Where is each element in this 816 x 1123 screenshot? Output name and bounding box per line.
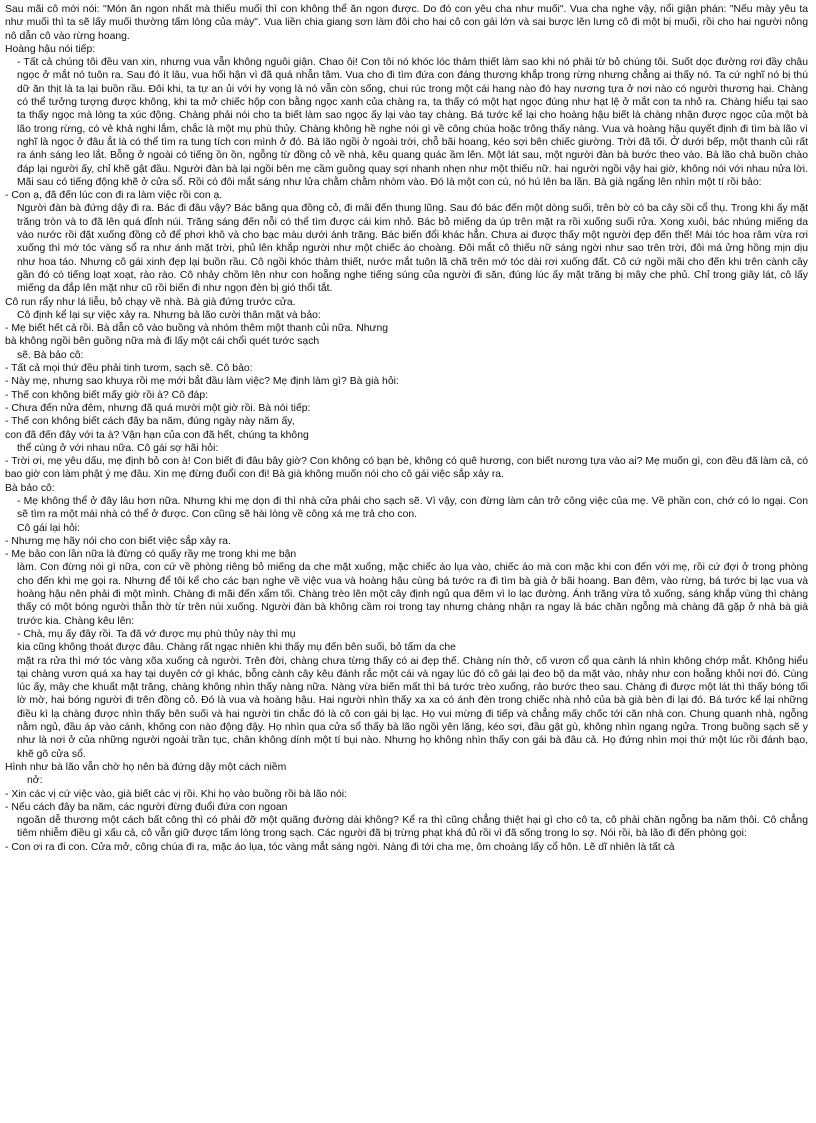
paragraph: - Thế con không biết cách đây ba năm, đúng ngày này năm ấy, [5,416,295,428]
paragraph: nở: [27,775,43,787]
paragraph: sẽ. Bà bảo cô: [17,349,84,361]
paragraph: Cô gái lại hỏi: [17,522,80,534]
paragraph: - Chưa đến nửa đêm, nhưng đã quá mười một giờ rồi. Bà nói tiếp: [5,402,311,414]
paragraph: - Tất cả chúng tôi đều van xin, nhưng vua vẫn không nguôi giận. Chao ôi! Con tôi nó khóc lóc thảm thiết làm sao khi nó phải từ bỏ chúng tôi. Suốt dọc đường rơi đầy châu ngọc ở mắt nó tuôn ra. Sau đó ít lâu, vua hối hận vì đã quá nhẫn tâm. Vua cho đi tìm đứa con đáng thương khắp trong rừng nhưng chẳng ai thấy nó. Ta cứ nghĩ nó bị thú dữ ăn thịt là ta lại buồn rầu. Đôi khi, ta tự an ủi với hy vọng là nó vẫn còn sống, chui rúc trong một cái hang nào đó hay nương tựa ở nơi nào có người thương hại. Chàng có thể tưởng tượng được không, khi ta mở chiếc hộp con bằng ngọc xanh của chàng ra, ta thấy có một hạt ngọc đúng như hạt lệ ở mắt con ta nhỏ ra. Chàng hiểu tại sao ta thấy ngọc mà lòng ta xúc động. Chàng phải nói cho ta biết làm sao ngọc ấy lại vào tay chàng. Bá tước kể lại cho hoàng hậu biết là chàng nhận được ngọc của một bà lão trong rừng, có vẻ khả nghi lắm, chắc là một mụ phù thủy. Chàng không hề nghe nói gì về công chúa hoặc trông thấy nàng. Vua và hoàng hậu quyết định đi tìm bà lão vì nghĩ là ngọc ở đâu ắt là có thể tìm ra tung tích con mình ở đó. Bà lão ngồi ở ngoài trời, chỗ bãi hoang, kéo sợi bên chiếc giường. Trời đã tối. Ở dưới bếp, một thanh củi rất ra ánh sáng leo lắt. Bỗng ở ngoài có tiếng ồn ồn, ngỗng từ đồng cỏ về nhà, kêu quang quác ầm lên. Một lát sau, một người đàn bà bước theo vào. Bà lão chả buồn chào đáp lại người ấy, chỉ khẽ gật đầu. Người đàn bà lại ngồi bên mẹ cầm guồng quay sợi nhanh nhẹn như một thiếu nữ. hai người ngồi vậy hai giờ, không nói với nhau nửa lời. Mãi sau có tiếng động khẽ ở cửa sổ. Rồi có đôi mắt sáng như lửa chằm chằm nhòm vào. Đó là một con cú, nó hú lên ba lần. Bà già ngẩng lên nhìn một tí rồi bảo: [17,57,808,188]
paragraph: - Mẹ biết hết cả rồi. Bà dẫn cô vào buồng và nhóm thêm một thanh củi nữa. Nhưng [5,323,388,335]
paragraph: - Con ạ, đã đến lúc con đi ra làm việc rồi con ạ. [5,190,223,202]
paragraph: - Này mẹ, nhưng sao khuya rồi mẹ mới bắt đầu làm việc? Mẹ định làm gì? Bà già hỏi: [5,376,399,388]
paragraph: ngoãn dễ thương một cách bất công thì có phải đỡ một quãng đường dài không? Kể ra thì cũng chẳng thiệt hại gì cho cô ta, cô phải chăn ngỗng ba năm thôi. Cô chẳng tiêm nhiễm điều gì xấu cả, cô vẫn giữ được tấm lòng trong sạch. Các người đã bị trừng phạt khá đủ rồi vì đã sống trong lo sợ. Nói rồi, bà lão đi đến phòng gọi: [17,815,808,840]
paragraph: Người đàn bà đứng dậy đi ra. Bác đi đâu vậy? Bác băng qua đồng cỏ, đi mãi đến thung lũng. Sau đó bác đến một dòng suối, trên bờ có ba cây sồi cổ thụ. Trong khi ấy mặt trăng tròn và to đã lên quá đỉnh núi. Trăng sáng đến nỗi có thể tìm được cái kim nhỏ. Bác bỏ miếng da úp trên mặt ra rồi xuống suối rửa. Xong xuôi, bác nhúng miếng da vào nước rồi đặt xuống đồng cỏ để phơi khô và cho bạc màu dưới ánh trăng. Bác biến đổi khác hẳn. Chưa ai được thấy một người đẹp đến thế! Mái tóc hoa râm vừa rơi xuống thì mớ tóc vàng sổ ra như ánh mặt trời, phủ lên khắp người như một chiếc áo choàng. Đôi mắt cô thiếu nữ sáng ngời như sao trên trời, đôi má ửng hồng mịn dịu như hoa táo. Nhưng cô gái xinh đẹp lại buồn rầu. Cô ngồi khóc thảm thiết, nước mắt tuôn lã chã trên mớ tóc dài rơi xuống đất. Cô cứ ngồi mãi cho đến khi trên cành cây gần đó có tiếng loạt xoạt, rào rào. Cô nhảy chồm lên như con hoẵng nghe tiếng súng của người đi săn, đúng lúc ấy mặt trăng bị mây che phủ. Chỉ trong giây lát, cô lấy miếng da đắp lên mặt như cũ rồi biến đi như ngọn đèn bị gió thổi tắt. [17,203,808,295]
paragraph: làm. Con đừng nói gì nữa, con cứ về phòng riêng bỏ miếng da che mặt xuống, mặc chiếc áo lụa vào, chiếc áo mà con mặc khi con đến với mẹ, rồi cứ đợi ở trong phòng cho đến khi mẹ gọi ra. Nhưng để tôi kể cho các bạn nghe về việc vua và hoàng hậu cùng bá tước ra đi tìm bà già ở bãi hoang. Ban đêm, vào rừng, bá tước bị lạc vua và hoàng hậu nên phải đi một mình. Chàng đi mãi đến xẩm tối. Chàng trèo lên một cây định ngủ qua đêm vì lo lạc đường. Ánh trăng vừa tỏ xuống, sáng khắp vùng thì chàng thấy có một bóng người thẫn thờ từ trên núi xuống. Người đàn bà không cầm roi trong tay nhưng chàng nhận ra ngay là bác chăn ngỗng mà chàng đã gặp ở nhà bà già trước kia. Chàng kêu lên: [17,562,808,627]
paragraph: - Thế con không biết mấy giờ rồi à? Cô đáp: [5,389,209,401]
paragraph: - Nhưng mẹ hãy nói cho con biết việc sắp xảy ra. [5,535,231,547]
paragraph: Hình như bà lão vẫn chờ họ nên bà đứng dậy một cách niềm [5,761,287,773]
document-body [5,3,808,854]
paragraph: Cô định kể lại sự việc xảy ra. Nhưng bà lão cười thân mật và bảo: [17,309,321,321]
paragraph: Hoàng hậu nói tiếp: [5,43,96,55]
paragraph: - Trời ơi, mẹ yêu dấu, mẹ định bỏ con à! Con biết đi đâu bây giờ? Con không có bạn bè, không có quê hương, con biết nương tựa vào ai? Mẹ muốn gì, con đều đã làm cả, có bao giờ con làm phật ý mẹ đâu. Xin mẹ đừng đuổi con đi! Bà già không muốn nói cho cô gái việc sắp xảy ra. [5,456,808,481]
paragraph: - Con ơi ra đi con. Cửa mở, công chúa đi ra, mặc áo lụa, tóc vàng mắt sáng ngời. Nàng đi tới cha mẹ, ôm choàng lấy cổ hôn. Lẽ dĩ nhiên là tất cả [5,841,675,853]
paragraph: con đã đến đây với ta à? Vận hạn của con đã hết, chúng ta không [5,429,309,441]
paragraph: - Chà, mụ ấy đây rồi. Ta đã vớ được mụ phù thủy này thì mụ [17,628,296,640]
paragraph: - Tất cả mọi thứ đều phải tinh tươm, sạch sẽ. Cô bảo: [5,363,253,375]
paragraph: Bà bảo cô: [5,482,55,494]
paragraph: bà không ngồi bên guồng nữa mà đi lấy một cái chổi quét tước sạch [5,336,320,348]
paragraph: - Mẹ bảo con lần nữa là đừng có quấy rầy mẹ trong khi mẹ bận [5,549,297,561]
paragraph: - Xin các vị cứ việc vào, già biết các vị rồi. Khi họ vào buồng rồi bà lão nói: [5,788,347,800]
paragraph: kia cũng không thoát được đâu. Chàng rất ngạc nhiên khi thấy mụ đến bên suối, bỏ tấm da che [17,642,456,654]
paragraph: - Mẹ không thể ở đây lâu hơn nữa. Nhưng khi mẹ dọn đi thì nhà cửa phải cho sạch sẽ. Vì vậy, con đừng làm cản trở công việc của mẹ. Về phần con, chớ có lo ngại. Con sẽ tìm ra một mái nhà có thể ở được. Con cũng sẽ hài lòng về công xá mẹ trả cho con. [17,495,808,521]
paragraph: Cô run rẩy như lá liễu, bỏ chạy về nhà. Bà già đứng trước cửa. [5,296,296,308]
paragraph: Sau mãi cô mới nói: "Món ăn ngon nhất mà thiếu muối thì con không thể ăn ngon được. Do đó con yêu cha như muối". Vua cha nghe vậy, nổi giận phán: "Nếu mày yêu ta như muối thì ta sẽ lấy muối thường tấm lòng của mày". Vua liền chia giang sơn làm đôi cho hai cô con gái lớn và sai bược lên lưng cô đi một bị muối, rồi cho hai người nông nô dẫn cô vào rừng hoang. [5,4,808,42]
paragraph: - Nếu cách đây ba năm, các người đừng đuổi đứa con ngoan [5,801,288,813]
paragraph: mặt ra rửa thì mớ tóc vàng xõa xuống cả người. Trên đời, chàng chưa từng thấy có ai đẹp thế. Chàng nín thở, cố vươn cổ qua cành lá nhìn không chớp mắt. Không hiểu tại chàng vươn quá xa hay tại duyên cớ gì khác, bỗng cành cây kêu đánh rắc một cái và ngay lúc đó cô gái lại đeo bộ da mặt vào, nhảy như con hoẵng khỏi nơi đó. Cùng lúc ấy, mây che khuất mặt trăng, chàng không nhìn thấy nàng nữa. Nàng vừa biến mất thì bá tước trèo xuống, rảo bước theo sau. Chàng đi được một lát thì thấy bóng tối lờ mờ, hai bóng người đi trên đồng cỏ. Đó là vua và hoàng hậu. Hai người nhìn thấy xa xa có ánh đèn trong chiếc nhà nhỏ của bà già bèn đi lại đó. Bá tước kể lại những điều kì lạ chàng được nhìn thấy bên suối và hai người tin chắc đó là cô con gái bị lạc. Họ vui mừng đi tiếp và chẳng mấy chốc tới căn nhà con. Chung quanh nhà, ngỗng nằm ngủ, đầu áp vào cánh, không con nào động đậy. Họ nhìn qua cửa sổ thấy bà lão ngồi yên lặng, kéo sợi, đầu gật gù, không nhìn ngang ngửa. Trong buồng sạch sẽ y như là nơi ở của những người ngoài trần tục, chân không dính một tí bụi nào. Nhưng họ không nhìn thấy con gái bà đâu cả. Họ đứng nhìn mọi thứ một lúc rồi đánh bạo, khẽ gõ cửa sổ. [17,655,808,760]
paragraph: thể cùng ở với nhau nữa. Cô gái sợ hãi hỏi: [17,442,219,454]
